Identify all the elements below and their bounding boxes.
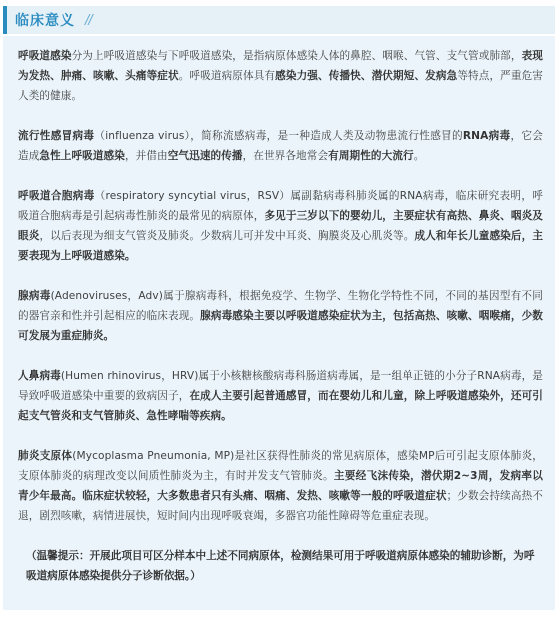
text-segment: 等特点，严重危害人类的健康。 xyxy=(18,70,544,102)
bold-text-segment: 主要经飞沫传染，潜伏期2~3周，发病率以青少年最高。临床症状较轻，大多数患者只有头痛、咽痛、发热、咳嗽等一般的呼吸道症状 xyxy=(18,470,543,502)
text-segment: ，并借由 xyxy=(124,150,168,162)
bold-text-segment: 流行性感冒病毒 xyxy=(18,130,95,142)
text-segment: ，它会造成 xyxy=(18,130,543,162)
text-segment: (Mycoplasma Pneumonia, MP)是社区获得性肺炎的常见病原体，感染MP后可引起支原体肺炎，支原体肺炎的病理改变以间质性肺炎为主，有时并发支气管肺炎。 xyxy=(18,450,544,482)
bold-text-segment: 人鼻病毒 xyxy=(18,370,61,382)
paragraph-influenza xyxy=(18,126,543,166)
bold-text-segment: 急性上呼吸道感染 xyxy=(39,150,125,162)
bold-text-segment: 在成人主要引起普通感冒，而在婴幼儿和儿童，除上呼吸道感染外，还可引起支气管炎和支气管肺炎、急性哮喘等疾病。 xyxy=(18,390,543,422)
bold-text-segment: 腺病毒感染主要以呼吸道感染症状为主，包括高热、咳嗽、咽喉痛，少数可发展为重症肺炎。 xyxy=(18,310,543,342)
paragraph-mycoplasma xyxy=(18,446,543,526)
text-segment: (Humen rhinovirus，HRV)属于小核糖核酸病毒科肠道病毒属，是一组单正链的小分子RNA病毒，是导致呼吸道感染中重要的致病因子， xyxy=(18,370,543,402)
text-segment: ，以后表现为细支气管炎及肺炎。少数病儿可并发中耳炎、胸膜炎及心肌炎等。 xyxy=(39,230,415,242)
section-title: 临床意义 xyxy=(15,13,75,29)
bold-text-segment: 多见于三岁以下的婴幼儿，主要症状有高热、鼻炎、咽炎及眼炎 xyxy=(18,210,543,242)
content-box xyxy=(3,36,555,610)
text-segment: 。呼吸道病原体具有 xyxy=(178,70,276,82)
bold-text-segment: 表现为发热、肿痛、咳嗽、头痛等症状 xyxy=(18,50,544,82)
text-segment: (Adenoviruses，Adv)属于腺病毒科，根据免疫学、生物学、生物化学特性不同，不同的基因型有不同的器官亲和性并引起相应的临床表现。 xyxy=(18,290,543,322)
slash-decoration-icon: // xyxy=(85,12,92,28)
bold-text-segment: 呼吸道合胞病毒 xyxy=(18,190,95,202)
paragraph-rhinovirus xyxy=(18,366,543,426)
bold-text-segment: 成人和年长儿童感染后，主要表现为上呼吸道感染。 xyxy=(18,230,544,262)
text-segment: ；少数会持续高热不退，剧烈咳嗽，病情进展快，短时间内出现呼吸衰竭，多器官功能性障碍等危重症表现。 xyxy=(18,490,544,522)
section-header xyxy=(3,6,555,34)
paragraph-adenovirus xyxy=(18,286,543,346)
bold-text-segment: 感染力强、传播快、潜伏期短、发病急 xyxy=(275,70,458,82)
text-segment: 。 xyxy=(413,150,425,162)
text-segment: （respiratory syncytial virus，RSV）属副黏病毒科肺炎属的RNA病毒，临床研究表明，呼吸道合胞病毒是引起病毒性肺炎的最常见的病原体， xyxy=(18,190,543,222)
paragraph-respiratory-infection xyxy=(18,46,543,106)
bold-text-segment: RNA病毒 xyxy=(462,130,511,142)
text-segment: （influenza virus），简称流感病毒，是一种造成人类及动物患流行性感冒的 xyxy=(94,130,463,142)
bold-text-segment: 肺炎支原体 xyxy=(18,450,73,462)
bold-text-segment: 空气迅速的传播 xyxy=(167,150,243,162)
bold-text-segment: 呼吸道感染 xyxy=(18,50,72,62)
text-segment: 分为上呼吸道感染与下呼吸道感染，是指病原体感染人体的鼻腔、咽喉、气管、支气管或肺部， xyxy=(71,50,522,62)
bold-text-segment: 有周期性的大流行 xyxy=(328,150,414,162)
reminder-note: （温馨提示：开展此项目可区分样本中上述不同病原体，检测结果可用于呼吸道病原体感染的辅助诊断，为呼吸道病原体感染提供分子诊断依据。） xyxy=(26,550,535,582)
paragraph-rsv xyxy=(18,186,543,266)
bold-text-segment: 腺病毒 xyxy=(18,290,51,302)
text-segment: ，在世界各地常会 xyxy=(242,150,329,162)
